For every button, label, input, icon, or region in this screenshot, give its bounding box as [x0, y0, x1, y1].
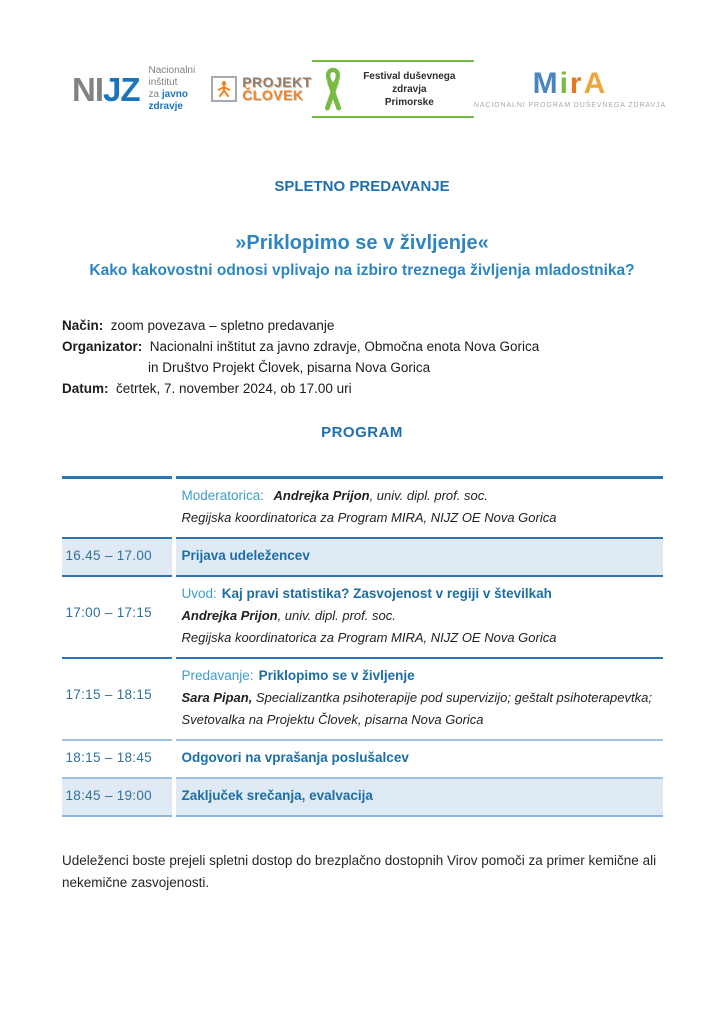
logo-projekt-clovek [211, 76, 312, 102]
detail-value-datum: četrtek, 7. november 2024, ob 17.00 uri [116, 381, 352, 396]
speaker-name: Andrejka Prijon [273, 488, 370, 503]
detail-value-organizator: Nacionalni inštitut za javno zdravje, Območna enota Nova Gorica [149, 339, 540, 354]
speaker-name: Andrejka Prijon [181, 608, 278, 623]
projekt-word: PROJEKT [242, 74, 312, 90]
logo-festival [312, 60, 474, 118]
mira-letter-m: M [532, 66, 560, 100]
table-row-zakljucek [62, 779, 663, 817]
festival-line1: Festival duševnega zdravja [363, 70, 456, 95]
content-cell [176, 741, 663, 779]
page-title: SPLETNO PREDAVANJE [274, 178, 450, 195]
time-cell: 18:15 – 18:45 [62, 741, 172, 779]
nijz-letters-blue: JZ [103, 70, 140, 108]
table-row-moderator [62, 476, 663, 539]
festival-text [353, 70, 466, 109]
program-heading: PROGRAM [321, 424, 403, 441]
moderator-line [182, 485, 661, 507]
detail-label-organizator: Organizator: [62, 339, 143, 354]
time-cell: 16.45 – 17.00 [62, 539, 172, 577]
time-cell: 17:00 – 17:15 [62, 577, 172, 659]
speaker-role: Regijska koordinatorica za Program MIRA, NIJZ OE Nova Gorica [181, 630, 557, 645]
details [62, 315, 662, 399]
detail-label-nacin: Način: [62, 318, 104, 333]
event-title: »Priklopimo se v življenje« [235, 232, 489, 254]
speaker-role: Svetovalka na Projektu Človek, pisarna Nova Gorica [181, 712, 484, 727]
speaker-line [182, 605, 661, 627]
event-subtitle: Kako kakovostni odnosi vplivajo na izbiro treznega življenja mladostnika? [89, 262, 635, 279]
nijz-tagline-za: za [148, 89, 162, 100]
mira-caption: NACIONALNI PROGRAM DUŠEVNEGA ZDRAVJA [473, 101, 666, 109]
speaker-degree: , univ. dipl. prof. soc. [369, 488, 488, 503]
session-label: Predavanje: [181, 668, 254, 683]
nijz-wordmark [72, 70, 140, 108]
session-heading [182, 583, 661, 605]
nijz-tagline [149, 65, 212, 113]
nijz-tagline-line1: Nacionalni inštitut [148, 65, 196, 88]
time-cell [62, 476, 172, 539]
speaker-degree: Specializantka psihoterapije pod supervizijo; geštalt psihoterapevtka; [252, 690, 652, 705]
nijz-letters-gray: NI [72, 70, 103, 108]
time-cell: 18:45 – 19:00 [62, 779, 172, 817]
session-label: Uvod: [181, 586, 217, 601]
speaker-line [182, 687, 661, 709]
festival-line2: Primorske [384, 96, 434, 108]
session-title: Kaj pravi statistika? Zasvojenost v regiji v številkah [221, 586, 552, 601]
mira-wordmark [474, 66, 666, 100]
logo-mira [473, 66, 666, 109]
program-table [62, 476, 663, 817]
content-cell [176, 659, 663, 741]
table-row-uvod [62, 577, 663, 659]
detail-row-organizator2: in Društvo Projekt Človek, pisarna Nova Gorica [148, 360, 431, 375]
content-cell [176, 577, 663, 659]
content-cell [176, 539, 663, 577]
mira-letter-i: i [559, 66, 570, 100]
session-title: Zaključek srečanja, evalvacija [181, 788, 373, 803]
detail-row-datum [62, 378, 662, 399]
logo-strip [0, 0, 724, 122]
mira-letter-a: A [583, 66, 608, 100]
session-title: Odgovori na vprašanja poslušalcev [181, 750, 409, 765]
session-title: Priklopimo se v življenje [258, 668, 415, 683]
table-row-predavanje [62, 659, 663, 741]
ribbon-icon [320, 67, 346, 111]
detail-row-nacin [62, 315, 662, 336]
mira-letter-r: r [569, 66, 584, 100]
time-cell: 17:15 – 18:15 [62, 659, 172, 741]
logo-nijz [72, 65, 211, 113]
detail-value-nacin: zoom povezava – spletno predavanje [110, 318, 335, 333]
nijz-tagline-line2 [149, 89, 212, 113]
detail-label-datum: Datum: [62, 381, 109, 396]
session-heading [182, 665, 661, 687]
content-cell [176, 476, 663, 539]
nijz-tagline-javno-zdravje: javno zdravje [148, 89, 188, 112]
speaker-role: Regijska koordinatorica za Program MIRA, NIJZ OE Nova Gorica [181, 510, 557, 525]
content-cell [176, 779, 663, 817]
speaker-name: Sara Pipan, [181, 690, 253, 705]
projekt-clovek-wordmark [242, 76, 312, 102]
table-row-prijava [62, 539, 663, 577]
speaker-degree: , univ. dipl. prof. soc. [277, 608, 396, 623]
clovek-word: ČLOVEK [242, 87, 304, 103]
person-icon [211, 76, 237, 102]
footer-note: Udeleženci boste prejeli spletni dostop do brezplačno dostopnih Virov pomoči za primer kemične ali nekemične zasvojenosti. [62, 853, 657, 890]
table-row-odgovori [62, 741, 663, 779]
session-title: Prijava udeležencev [181, 548, 310, 563]
detail-row-organizator [62, 336, 662, 357]
session-label: Moderatorica: [181, 488, 265, 503]
